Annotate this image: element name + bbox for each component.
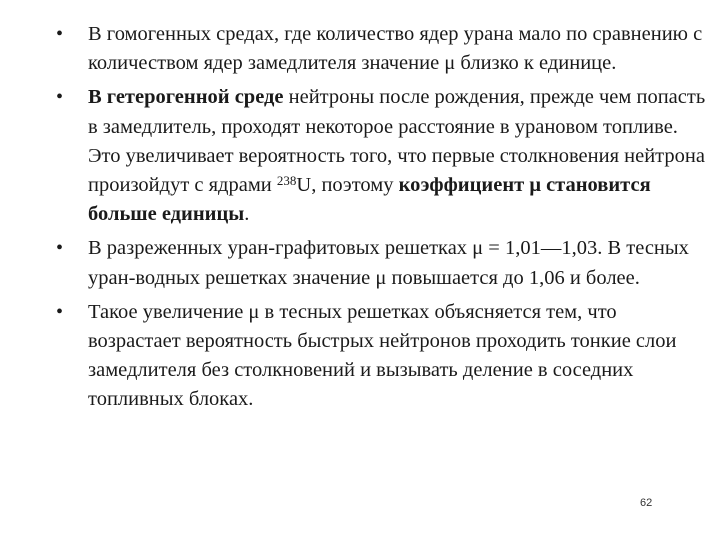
bullet-text: В разреженных уран-графитовых решетках μ = 1,01—1,03. В тесных уран-водных решетках значение μ повышается до 1,06 и более. — [88, 237, 689, 289]
bullet-text: U, поэтому — [296, 174, 399, 197]
bullet-bold-lead: В гетерогенной среде — [88, 86, 284, 109]
bullet-item-4 — [56, 298, 706, 415]
bullet-item-1 — [56, 20, 706, 78]
bullet-bold-conclusion: коэффициент μ становится больше единицы — [88, 174, 651, 226]
bullet-item-3 — [56, 234, 706, 292]
bullet-item-2 — [56, 83, 706, 229]
bullet-text: В гомогенных средах, где количество ядер урана мало по сравнению с количеством ядер замедлителя значение μ близко к единице. — [88, 23, 703, 75]
isotope-superscript: 238 — [276, 173, 297, 189]
bullet-dot: • — [56, 23, 64, 45]
bullet-dot: • — [56, 237, 64, 260]
page-number: 62 — [640, 497, 653, 509]
bullet-text: Такое увеличение μ в тесных решетках объясняется тем, что возрастает вероятность быстрых нейтронов проходить тонкие слои замедлителя без столкновений и вызывать деление в соседних топливных блоках. — [88, 300, 677, 411]
bullet-list — [56, 20, 706, 420]
bullet-dot: • — [56, 300, 64, 323]
bullet-text: нейтроны после рождения, прежде чем попасть в замедлитель, проходят некоторое расстояние в урановом топливе. Это увеличивает вероятность того, что первые столкновения нейтрона произойдут с ядрами — [88, 86, 706, 197]
bullet-dot: • — [56, 86, 64, 109]
bullet-period: . — [244, 203, 250, 226]
